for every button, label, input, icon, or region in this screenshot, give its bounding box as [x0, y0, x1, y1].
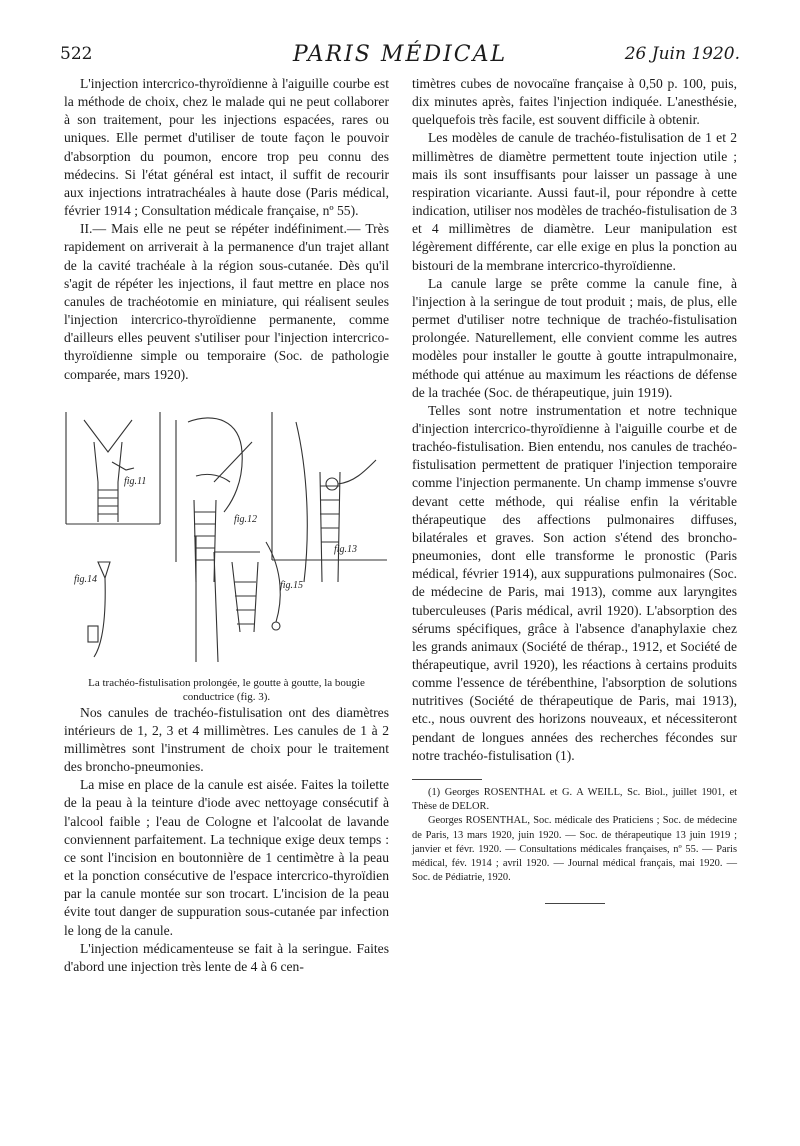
fig-label: fig.13 [334, 543, 358, 555]
tracheo-fistulisation-drawings [64, 412, 389, 672]
paragraph: timètres cubes de novocaïne française à 0,50 p. 100, puis, dix minutes après, faites l'injection indiquée. L'anesthésie, quelquefois très facile, est souvent difficile à obtenir. [412, 76, 737, 128]
paragraph: Telles sont notre instrumentation et notre technique d'injection intercrico-thyroïdienne à l'aiguille courbe et de trachéo-fistulisation. Bien entendu, nos canules de trachéo-fistulisation permettent de pratiquer l'injection temporaire comme l'injection permanente. Un champ immense s'ouvre devant cette méthode, qui réalise enfin la véritable thérapeutique des affections pulmonaires diffuses, bilatérales et graves. Son action s'étend des broncho-pneumonies, dont elle transforme le pronostic (Paris médical, février 1914), aux suppurations pulmonaires (Soc. de médecine de Paris, mai 1913), comme aux laryngites tuberculeuses (Paris médical, avril 1920). L'absorption des sérums spécifiques, grâce à l'absence d'anaphylaxie chez les grands animaux (Société de thérap., 1912, et Société de thérapeutique, avril 1920), les réactions à certains produits comme l'essence de térébenthine, l'absorption de solutions nutritives (Société de thérapeutique de Paris, mai 1913), etc., nous ouvrent des horizons nouveaux, et nécessiteront pendant de longues années des recherches fécondes sur notre trachéo-fistulisation (1). [412, 402, 737, 763]
footnote: Georges ROSENTHAL, Soc. médicale des Praticiens ; Soc. de médecine de Paris, 13 mars 1920, juin 1920. — Soc. de thérapeutique 13 juin 1919 ; janvier et févr. 1920. — Consultations médicales françaises, nº 55. — Paris médical, fév. 1914 ; avril 1920. — Journal médical français, mai 1920. — Soc. de Pédiatrie, 1920. [412, 815, 737, 884]
left-column [64, 75, 389, 976]
fig-label: fig.12 [234, 513, 258, 525]
paragraph: La mise en place de la canule est aisée. Faites la toilette de la peau à la teinture d'iode avec nettoyage consécutif à l'alcool faible ; l'eau de Cologne et l'alcoolat de lavande conviennent parfaitement. La technique exige deux temps : ce sont l'incision en boutonnière de 1 centimètre à la peau et la ponction consécutive de l'espace intercrico-thyroïdien par la canule montée sur son trocart. L'incision de la peau évite tout danger de suppuration sous-cutanée par infection le long de la canule. [64, 777, 389, 938]
paragraph: Nos canules de trachéo-fistulisation ont des diamètres intérieurs de 1, 2, 3 et 4 millimètres. Les canules de 1 à 2 millimètres sont l'instrument de choix pour le traitement des broncho-pneumonies. [64, 704, 389, 775]
right-column [412, 75, 737, 904]
end-divider [545, 903, 605, 904]
fig-label: fig.15 [280, 579, 304, 591]
paragraph: L'injection médicamenteuse se fait à la seringue. Faites d'abord une injection très lente de 4 à 6 cen- [64, 940, 389, 974]
footnote: (1) Georges ROSENTHAL et G. A WEILL, Sc. Biol., juillet 1901, et Thèse de DELOR. [412, 786, 737, 813]
paragraph: L'injection intercrico-thyroïdienne à l'aiguille courbe est la méthode de choix, chez le malade qui ne peut collaborer à son traitement, pour les injections espacées, rares ou uniques. Elle permet d'utiliser de toute façon le pouvoir d'absorption du poumon, encore trop peu connu des médecins. Si l'état général est intact, il suffit de recourir aux injections intratrachéales à haute dose (Paris médical, février 1914 ; Consultation médicale française, nº 55). [64, 76, 389, 219]
journal-title: PARIS MÉDICAL [292, 42, 508, 67]
running-header [60, 44, 740, 70]
fig-label: fig.11 [124, 475, 147, 487]
footnote-divider [412, 779, 482, 780]
anatomical-figure [64, 412, 389, 672]
page-number: 522 [60, 44, 93, 64]
paragraph: II.— Mais elle ne peut se répéter indéfiniment.— Très rapidement on arriverait à la permanence d'un trajet allant de la cavité trachéale à la région sous-cutanée. Dès qu'il s'agit de répéter les injections, il faut mettre en place nos canules de trachéotomie en miniature, qui réalisent seules l'injection intercrico-thyroïdienne permanente, comme d'ailleurs elles peuvent s'utiliser pour l'injection intercrico-thyroïdienne simple ou temporaire (Soc. de pathologie comparée, mars 1920). [64, 221, 389, 382]
paragraph: La canule large se prête comme la canule fine, à l'injection à la seringue de tout produit ; mais, de plus, elle permet d'utiliser notre technique de trachéo-fistulisation prolongée. Naturellement, elle convient comme les autres modèles pour installer le goutte à goutte intrapulmonaire, méthode qui atténue au maximum les réactions de défense de la trachée (Soc. de thérapeutique, juin 1919). [412, 275, 737, 400]
figure-caption: La trachéo-fistulisation prolongée, le goutte à goutte, la bougie conductrice (fig. 3). [88, 676, 365, 703]
paragraph: Les modèles de canule de trachéo-fistulisation de 1 et 2 millimètres de diamètre permettent toute injection utile ; mais ils sont insuffisants pour laisser un passage à une respiration vicariante. Aussi faut-il, pour répondre à cette indication, utiliser nos modèles de trachéo-fistulisation de 3 et 4 millimètres de diamètre. Leur manipulation est légèrement différente, car elle exige en plus la ponction au bistouri de la membrane intercrico-thyroïdienne. [412, 130, 737, 273]
fig-label: fig.14 [74, 573, 98, 585]
issue-date: 26 Juin 1920. [624, 44, 740, 64]
